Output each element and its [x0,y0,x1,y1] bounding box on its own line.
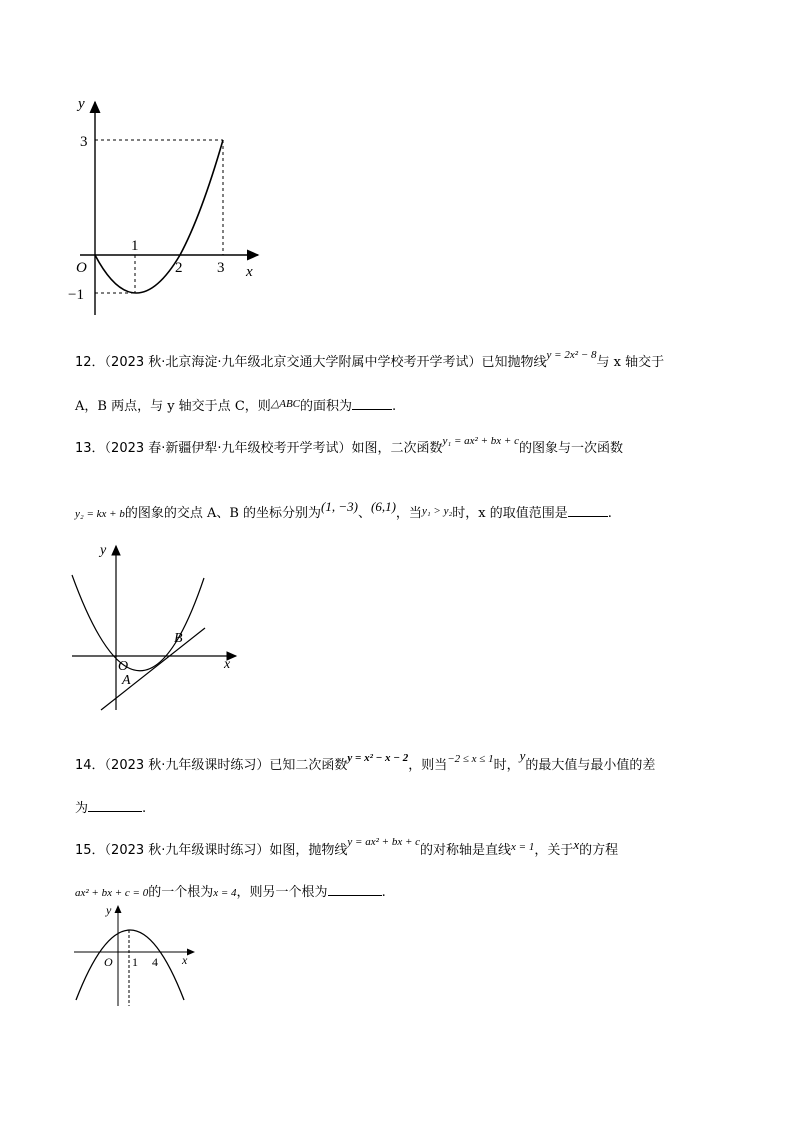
point-b-coords: (6,1) [371,499,396,514]
tick-x-2: 2 [175,260,183,276]
figure-q15-graph [70,900,200,1010]
question-source: （2023 秋·北京海淀·九年级北京交通大学附属中学校考开学考试） [104,355,482,370]
question-15-line-1 [75,836,619,860]
question-text: 的对称轴是直线 [420,843,512,858]
origin-label: O [76,260,87,276]
question-number: 13． [75,441,105,456]
question-text: 如图，抛物线 [269,843,348,858]
point-a-label: A [122,673,131,688]
question-text: ，当 [395,506,422,521]
question-text: 与 x 轴交于 [596,355,665,370]
question-text: ，则另一个根为 [236,885,328,900]
question-text: A，B 两点，与 y 轴交于点 C，则 [75,399,271,414]
answer-blank[interactable] [328,883,382,896]
question-12-line-1 [75,349,665,372]
figure-q13-graph [70,540,250,720]
period: . [607,506,612,521]
question-source: （2023 春·新疆伊犁·九年级校考开学考试） [104,441,352,456]
question-number: 15． [75,843,105,858]
equation: ax² + bx + c = 0 [75,887,149,899]
tick-4: 4 [152,955,158,969]
question-text: 的一个根为 [148,885,214,900]
question-text: 的图象的交点 A、B 的坐标分别为 [124,506,322,521]
x-axis-label: x [224,657,231,672]
question-text: 的最大值与最小值的差 [525,758,656,773]
tick-1: 1 [132,955,138,969]
question-14-line-1 [75,748,656,775]
question-text: 时， [493,758,520,773]
inequality: y₁ > y₂ [421,505,453,517]
formula: y = x² − x − 2 [347,752,409,764]
origin-label: O [104,955,113,969]
question-text: 的面积为 [300,399,353,414]
question-text: ，关于 [534,843,574,858]
formula: y₂ = kx + b [75,508,125,520]
formula: y = ax² + bx + c [347,836,421,848]
period: . [392,399,397,414]
y-axis-label: y [100,543,107,558]
question-text: 已知抛物线 [481,355,547,370]
x-axis-label: x [246,264,253,280]
tick-y-neg1: −1 [68,287,84,303]
period: . [142,801,147,816]
y-axis-label: y [78,96,85,112]
question-14-line-2 [75,799,146,818]
question-13-line-2 [75,499,612,523]
parabola-curve [76,930,184,1000]
question-text: 已知二次函数 [269,758,348,773]
triangle-label: △ABC [270,398,301,410]
x-axis-label: x [182,953,188,967]
answer-blank[interactable] [568,504,608,517]
answer-blank[interactable] [352,397,392,410]
variable-y: y [519,748,526,763]
question-text: 的图象与一次函数 [518,441,623,456]
separator: 、 [357,506,371,521]
question-13-line-1 [75,435,623,458]
origin-label: O [118,659,129,674]
question-text: ，则当 [408,758,448,773]
point-b-label: B [174,631,183,646]
period: . [381,885,386,900]
point-a-coords: (1, −3) [321,499,358,514]
question-number: 12． [75,355,105,370]
question-text: 为 [75,801,89,816]
question-12-line-2 [75,397,396,416]
parabola-curve [95,140,223,293]
range: −2 ≤ x ≤ 1 [447,753,494,765]
tick-x-3: 3 [217,260,225,276]
axis-of-symmetry: x = 1 [511,841,535,853]
question-text: 时，x 的取值范围是 [452,506,568,521]
formula: y = 2x² − 8 [546,349,597,361]
question-source: （2023 秋·九年级课时练习） [104,758,270,773]
figure-top-parabola [60,90,280,330]
tick-y-3: 3 [80,134,88,150]
y-axis-label: y [106,903,112,917]
formula: y₁ = ax² + bx + c [442,435,519,447]
answer-blank[interactable] [88,799,142,812]
tick-x-1: 1 [131,238,139,254]
variable-x: x [573,837,580,852]
question-number: 14． [75,758,105,773]
question-source: （2023 秋·九年级课时练习） [104,843,270,858]
question-text: 的方程 [579,843,619,858]
given-root: x = 4 [213,887,237,899]
question-text: 如图，二次函数 [351,441,443,456]
